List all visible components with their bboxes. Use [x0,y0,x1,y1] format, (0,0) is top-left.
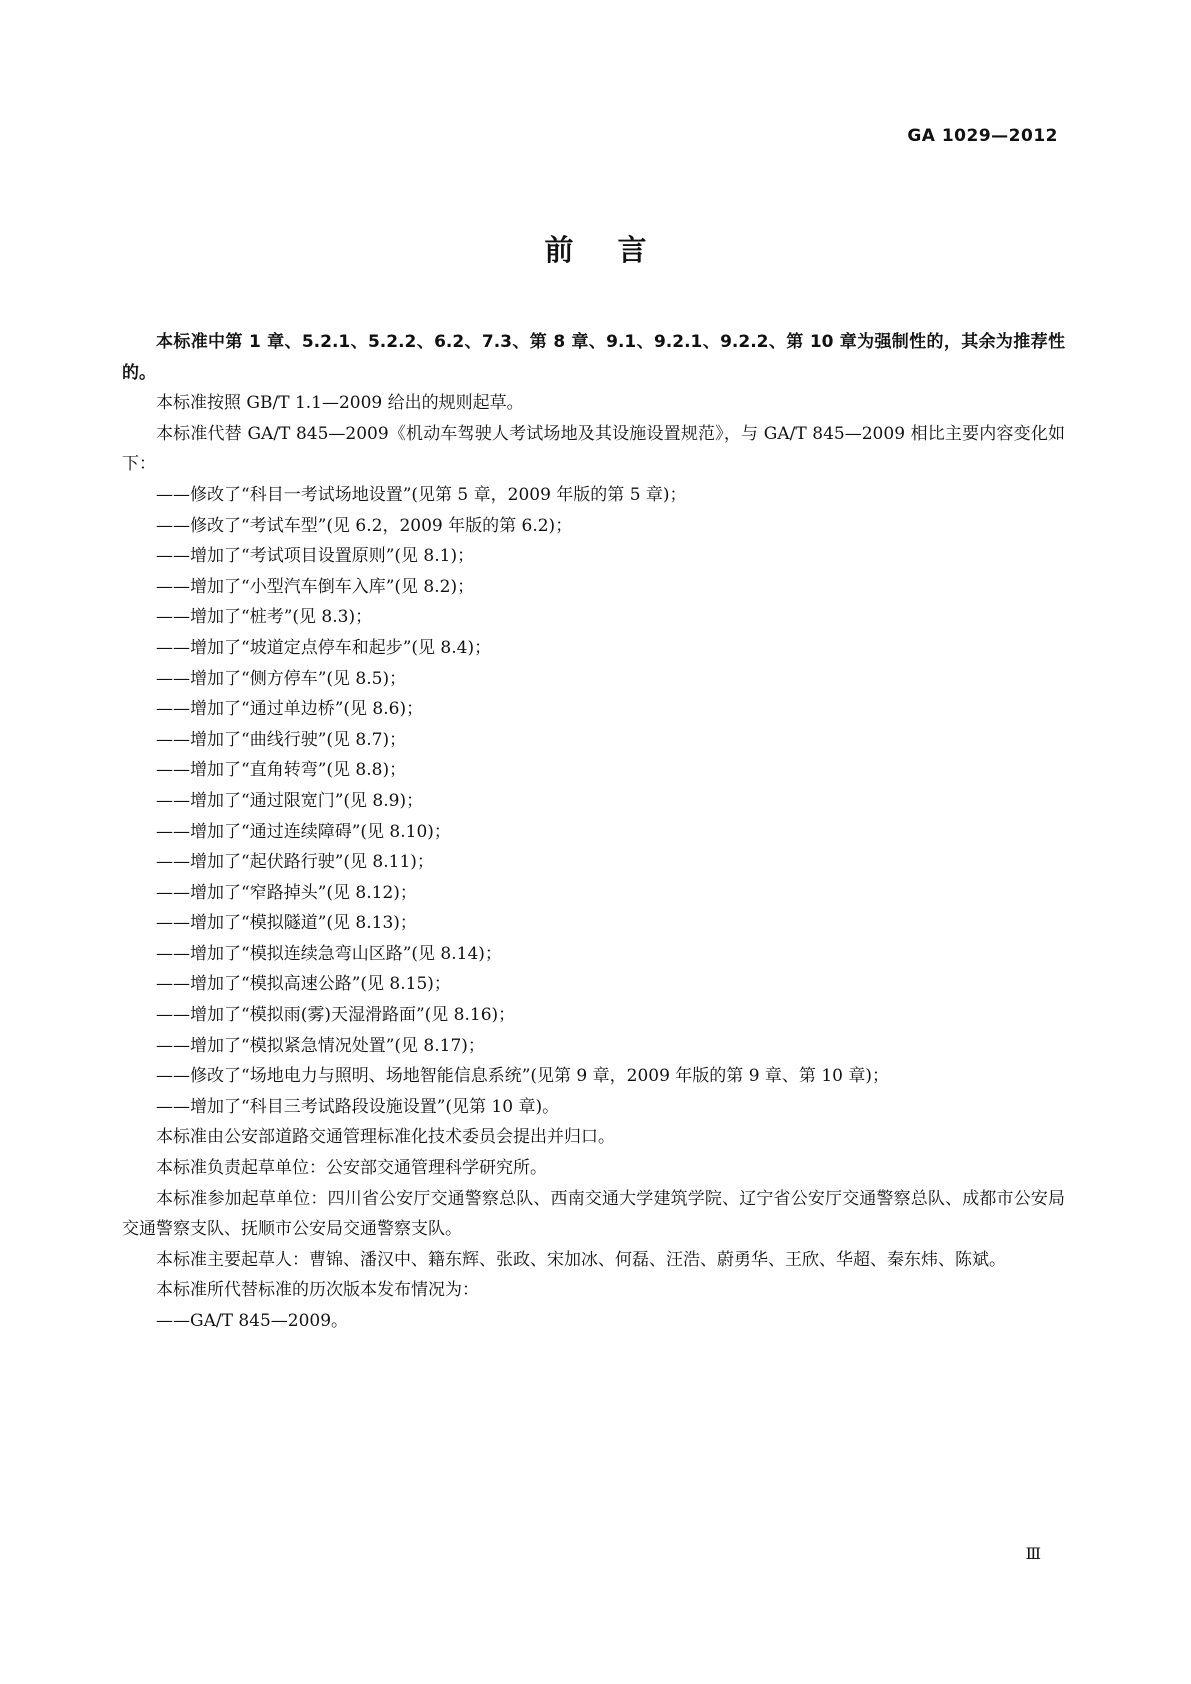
responsible-unit-paragraph: 本标准负责起草单位：公安部交通管理科学研究所。 [156,1158,547,1179]
participating-units-paragraph: 本标准参加起草单位：四川省公安厅交通警察总队、西南交通大学建筑学院、辽宁省公安厅交通警察总队、成都市公安局交通警察支队、抚顺市公安局交通警察支队。 [122,1188,1065,1240]
list-item: ——增加了“模拟雨(雾)天湿滑路面”(见 8.16)； [156,1005,516,1026]
proposed-by-paragraph: 本标准由公安部道路交通管理标准化技术委员会提出并归口。 [156,1127,615,1148]
list-item: ——增加了“模拟隧道”(见 8.13)； [156,913,417,934]
list-item: ——增加了“起伏路行驶”(见 8.11)； [156,852,434,873]
changes-list [122,480,1065,1122]
list-item: ——增加了“坡道定点停车和起步”(见 8.4)； [156,637,492,658]
standard-code: GA 1029—2012 [907,126,1058,146]
list-item: ——增加了“科目三考试路段设施设置”(见第 10 章)。 [156,1096,560,1117]
list-item: ——增加了“通过连续障碍”(见 8.10)； [156,821,451,842]
list-item: ——修改了“科目一考试场地设置”(见第 5 章，2009 年版的第 5 章)； [156,484,687,505]
list-item: ——增加了“模拟连续急弯山区路”(见 8.14)； [156,943,502,964]
list-item: ——增加了“曲线行驶”(见 8.7)； [156,729,407,750]
page-number: Ⅲ [1025,1544,1041,1563]
history-item: ——GA/T 845—2009。 [156,1311,349,1331]
list-item: ——增加了“通过单边桥”(见 8.6)； [156,699,424,720]
list-item: ——增加了“模拟高速公路”(见 8.15)； [156,974,451,995]
list-item: ——增加了“侧方停车”(见 8.5)； [156,668,407,689]
page-title: 前言 [544,233,691,267]
list-item: ——增加了“直角转弯”(见 8.8)； [156,760,407,781]
mandatory-statement: 本标准中第 1 章、5.2.1、5.2.2、6.2、7.3、第 8 章、9.1、9.2.1、9.2.2、第 10 章为强制性的，其余为推荐性的。 [122,332,1065,383]
list-item: ——增加了“通过限宽门”(见 8.9)； [156,790,424,811]
list-item: ——增加了“窄路掉头”(见 8.12)； [156,882,417,903]
list-item: ——增加了“模拟紧急情况处置”(见 8.17)； [156,1035,485,1056]
list-item: ——增加了“考试项目设置原则”(见 8.1)； [156,546,475,567]
foreword-body [122,327,1065,1337]
list-item: ——增加了“小型汽车倒车入库”(见 8.2)； [156,576,475,597]
list-item: ——修改了“场地电力与照明、场地智能信息系统”(见第 9 章，2009 年版的第 9 章、第 10 章)； [156,1066,889,1087]
drafting-rules-paragraph: 本标准按照 GB/T 1.1—2009 给出的规则起草。 [156,393,524,414]
replaces-paragraph: 本标准代替 GA/T 845—2009《机动车驾驶人考试场地及其设施设置规范》，与 GA/T 845—2009 相比主要内容变化如下： [122,423,1065,475]
list-item: ——修改了“考试车型”(见 6.2，2009 年版的第 6.2)； [156,515,573,536]
drafters-paragraph: 本标准主要起草人：曹锦、潘汉中、籍东辉、张政、宋加冰、何磊、汪浩、蔚勇华、王欣、华超、秦东炜、陈斌。 [156,1249,1006,1270]
history-intro-paragraph: 本标准所代替标准的历次版本发布情况为： [156,1280,479,1301]
list-item: ——增加了“桩考”(见 8.3)； [156,607,373,628]
